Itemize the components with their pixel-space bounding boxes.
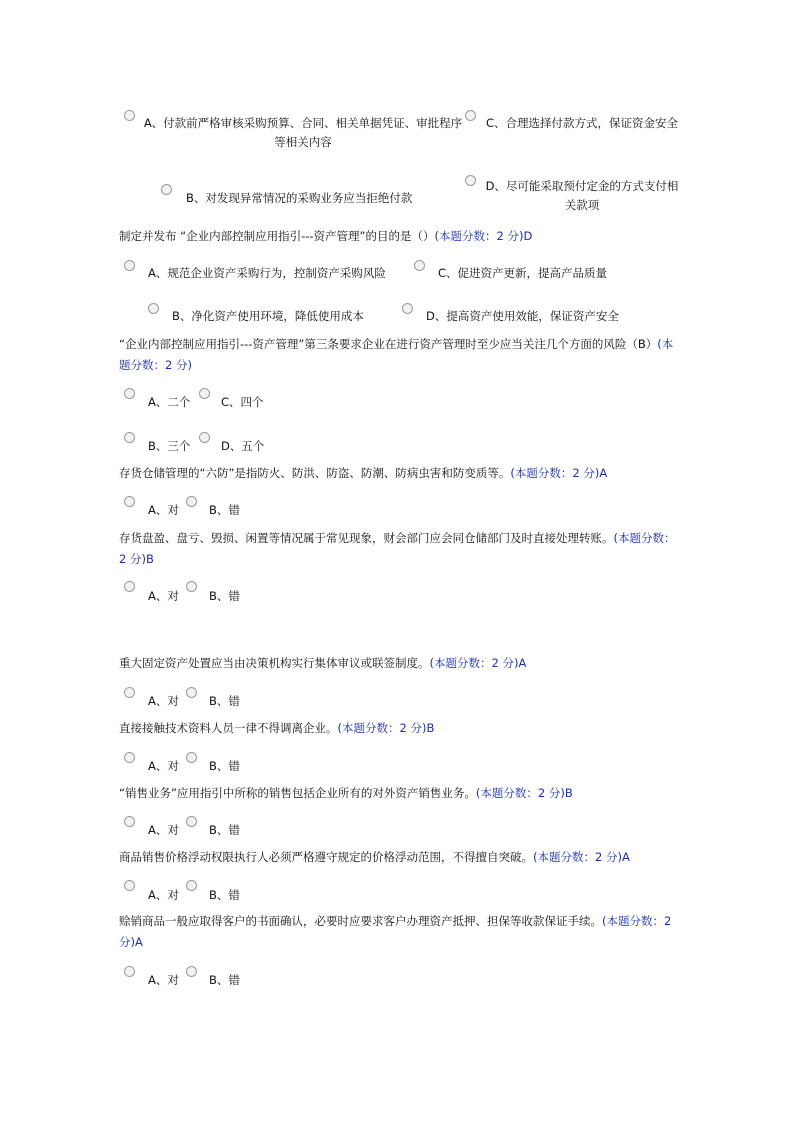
question-4-answer: B <box>145 552 154 566</box>
question-9-answer: A <box>135 935 143 949</box>
q2-option-c-radio[interactable] <box>199 388 210 399</box>
q4-option-a-label: A、对 <box>148 589 179 603</box>
q8-option-a-label: A、对 <box>148 888 179 902</box>
q1-option-b-label: B、净化资产使用环境，降低使用成本 <box>172 309 364 323</box>
q5-option-b-label: B、错 <box>209 694 240 708</box>
question-8 <box>119 849 630 865</box>
option-d-radio[interactable] <box>465 175 476 186</box>
question-9 <box>119 911 679 953</box>
question-8-answer: A <box>621 850 630 864</box>
question-5 <box>119 655 526 671</box>
q2-option-b-label: B、三个 <box>148 439 191 453</box>
question-2-text: “企业内部控制应用指引---资产管理”第三条要求企业在进行资产管理时至少应当关注几个方面的风险（B） <box>119 337 658 351</box>
q4-option-b-label: B、错 <box>209 589 240 603</box>
question-3-score: (本题分数：2 分) <box>510 466 600 480</box>
question-1-text: 制定并发布 “企业内部控制应用指引---资产管理”的目的是（） <box>119 229 435 243</box>
q2-option-d-label: D、五个 <box>221 439 265 453</box>
q2-option-c-label: C、四个 <box>221 395 264 409</box>
q1-option-b-radio[interactable] <box>148 303 159 314</box>
option-d-label: D、尽可能采取预付定金的方式支付相关款项 <box>485 179 679 212</box>
question-8-text: 商品销售价格浮动权限执行人必须严格遵守规定的价格浮动范围，不得擅自突破。 <box>119 850 533 864</box>
q6-option-a-label: A、对 <box>148 759 179 773</box>
option-a-radio[interactable] <box>124 110 135 121</box>
q3-option-a-radio[interactable] <box>124 496 135 507</box>
question-2-score: (本题分数：2 分) <box>119 337 674 372</box>
q3-option-b-label: B、错 <box>209 503 240 517</box>
question-7-score: (本题分数：2 分) <box>475 786 565 800</box>
q9-option-b-radio[interactable] <box>186 966 197 977</box>
q1-option-d-radio[interactable] <box>402 303 413 314</box>
q9-option-a-radio[interactable] <box>124 966 135 977</box>
option-b-label: B、对发现异常情况的采购业务应当拒绝付款 <box>186 191 413 205</box>
question-5-answer: A <box>518 656 527 670</box>
question-7 <box>119 785 573 801</box>
q4-option-a-radio[interactable] <box>124 581 135 592</box>
question-1-score: (本题分数：2 分) <box>434 229 524 243</box>
q1-option-d-label: D、提高资产使用效能，保证资产安全 <box>426 309 619 323</box>
q8-option-b-label: B、错 <box>209 888 240 902</box>
q7-option-a-radio[interactable] <box>124 816 135 827</box>
question-4-text: 存货盘盈、盘亏、毁损、闲置等情况属于常见现象，财会部门应会同仓储部门及时直接处理转账。 <box>119 531 614 545</box>
option-b-radio[interactable] <box>161 184 172 195</box>
question-5-score: (本题分数：2 分) <box>429 656 519 670</box>
q6-option-b-radio[interactable] <box>186 752 197 763</box>
q3-option-b-radio[interactable] <box>186 496 197 507</box>
question-3-text: 存货仓储管理的“六防”是指防火、防洪、防盗、防潮、防病虫害和防变质等。 <box>119 466 511 480</box>
question-3 <box>119 465 607 481</box>
q1-option-a-label: A、规范企业资产采购行为，控制资产采购风险 <box>148 266 386 280</box>
q2-option-d-radio[interactable] <box>199 432 210 443</box>
question-1-answer: D <box>523 229 533 243</box>
q5-option-a-radio[interactable] <box>124 687 135 698</box>
q2-option-a-radio[interactable] <box>124 388 135 399</box>
question-8-score: (本题分数：2 分) <box>533 850 622 864</box>
q1-option-a-radio[interactable] <box>124 260 135 271</box>
q1-option-c-label: C、促进资产更新，提高产品质量 <box>438 266 608 280</box>
q5-option-b-radio[interactable] <box>186 687 197 698</box>
question-3-answer: A <box>599 466 608 480</box>
q4-option-b-radio[interactable] <box>186 581 197 592</box>
option-c-radio[interactable] <box>465 110 476 121</box>
question-1 <box>119 228 532 244</box>
q8-option-a-radio[interactable] <box>124 880 135 891</box>
question-5-text: 重大固定资产处置应当由决策机构实行集体审议或联签制度。 <box>119 656 430 670</box>
question-6-score: (本题分数：2 分) <box>337 721 427 735</box>
question-6-answer: B <box>426 721 435 735</box>
question-7-answer: B <box>564 786 573 800</box>
q3-option-a-label: A、对 <box>148 503 179 517</box>
question-9-score: (本题分数：2 分) <box>119 914 672 949</box>
q2-option-a-label: A、二个 <box>148 395 191 409</box>
q9-option-a-label: A、对 <box>148 973 179 987</box>
q2-option-b-radio[interactable] <box>124 432 135 443</box>
question-4 <box>119 528 679 570</box>
option-a-label: A、付款前严格审核采购预算、合同、相关单据凭证、审批程序等相关内容 <box>143 116 463 149</box>
q8-option-b-radio[interactable] <box>186 880 197 891</box>
question-2 <box>119 334 679 376</box>
q7-option-b-label: B、错 <box>209 823 240 837</box>
q7-option-a-label: A、对 <box>148 823 179 837</box>
q6-option-a-radio[interactable] <box>124 752 135 763</box>
q9-option-b-label: B、错 <box>209 973 240 987</box>
option-c-label: C、合理选择付款方式，保证资金安全 <box>485 116 679 130</box>
q5-option-a-label: A、对 <box>148 694 179 708</box>
question-6 <box>119 720 434 736</box>
question-4-score: (本题分数：2 分) <box>119 531 676 566</box>
question-6-text: 直接接触技术资料人员一律不得调离企业。 <box>119 721 338 735</box>
q7-option-b-radio[interactable] <box>186 816 197 827</box>
q1-option-c-radio[interactable] <box>414 260 425 271</box>
question-7-text: “销售业务”应用指引中所称的销售包括企业所有的对外资产销售业务。 <box>119 786 476 800</box>
q6-option-b-label: B、错 <box>209 759 240 773</box>
question-9-text: 赊销商品一般应取得客户的书面确认，必要时应要求客户办理资产抵押、担保等收款保证手续。 <box>119 914 602 928</box>
